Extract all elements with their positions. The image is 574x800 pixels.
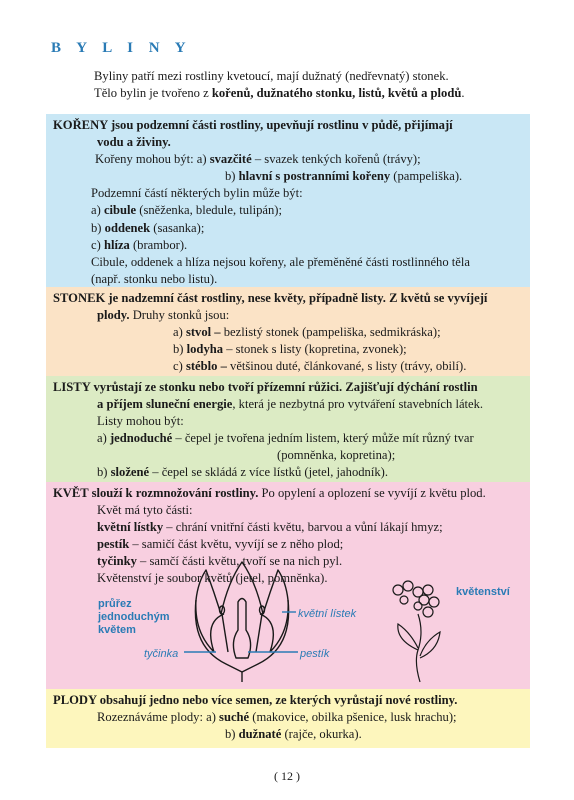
intro-line: Byliny patří mezi rostliny kvetoucí, mají dužnatý (nedřevnatý) stonek. bbox=[94, 69, 449, 83]
text-bold: hlíza bbox=[103, 237, 130, 252]
text: Kořeny mohou být: a) bbox=[95, 152, 210, 167]
text-bold: tyčinky bbox=[97, 554, 137, 569]
list-item bbox=[53, 324, 523, 341]
page-title: B Y L I N Y bbox=[51, 40, 192, 56]
list-item bbox=[53, 358, 523, 375]
text-bold: složené bbox=[110, 465, 150, 480]
text-bold: a příjem sluneční energie bbox=[97, 397, 233, 412]
list-item: (pomněnka, kopretina); bbox=[277, 448, 396, 463]
text: – svazek tenkých kořenů (trávy); bbox=[251, 152, 421, 167]
text: bezlistý stonek (pampeliška, sedmikráska); bbox=[220, 325, 441, 340]
list-item bbox=[53, 430, 523, 447]
text: (sněženka, bledule, tulipán); bbox=[136, 203, 282, 218]
text: a) bbox=[91, 203, 104, 218]
text: – chrání vnitřní části květu, barvou a vůní lákají hmyz; bbox=[163, 520, 443, 535]
text-bold: hlavní s postranními kořeny bbox=[238, 169, 391, 184]
roots-types bbox=[53, 168, 523, 185]
text-bold: cibule bbox=[103, 203, 137, 218]
text-bold: jednoduché bbox=[109, 431, 173, 446]
leaves-section bbox=[46, 376, 530, 482]
leaves-heading bbox=[53, 379, 523, 396]
roots-types bbox=[53, 151, 523, 168]
list-item bbox=[53, 237, 523, 254]
pistil-label: pestík bbox=[300, 648, 330, 660]
text: b) bbox=[173, 342, 187, 357]
text: – samičí část květu, vyvíjí se z něho plod; bbox=[129, 537, 344, 552]
text: Druhy stonků jsou: bbox=[129, 308, 230, 323]
text-bold: vodu a živiny. bbox=[97, 135, 171, 150]
roots-heading bbox=[53, 117, 523, 134]
text-bold: lodyha bbox=[186, 342, 224, 357]
text: – samčí části květu, tvoří se na nich pyl. bbox=[136, 554, 343, 569]
text: (pampeliška). bbox=[390, 169, 463, 184]
list-item bbox=[53, 464, 523, 481]
text-bold: pestík bbox=[97, 537, 130, 552]
list-item bbox=[53, 726, 523, 743]
text: . bbox=[461, 86, 465, 100]
text: – stonek s listy (kopretina, zvonek); bbox=[223, 342, 407, 357]
text: (sasanka); bbox=[150, 220, 205, 235]
text: a) bbox=[173, 325, 186, 340]
text: Tělo bylin je tvořeno z bbox=[94, 86, 212, 100]
roots-under: Podzemní částí některých bylin může být: bbox=[91, 186, 303, 201]
text: (brambor). bbox=[129, 237, 188, 252]
text: b) bbox=[225, 169, 239, 184]
leaves-can: Listy mohou být: bbox=[97, 414, 184, 429]
intro-line bbox=[94, 85, 465, 102]
stamen-label: tyčinka bbox=[144, 648, 179, 660]
cross-section-label bbox=[98, 598, 170, 637]
list-item bbox=[53, 202, 523, 219]
roots-note: (např. stonku nebo listu). bbox=[91, 271, 218, 286]
text-bold: KVĚT slouží k rozmnožování rostliny. bbox=[53, 486, 259, 500]
text: Po opylení a oplození se vyvíjí z květu plod. bbox=[258, 486, 486, 500]
text: – čepel se skládá z více lístků (jetel, jahodník). bbox=[149, 465, 388, 480]
text-bold: KOŘENY jsou podzemní části rostliny, upevňují rostlinu v půdě, přijímají bbox=[53, 118, 453, 132]
flower-inflorescence: Květenství je soubor květů (jetel, pomněnka). bbox=[97, 571, 328, 586]
flower-section bbox=[46, 482, 530, 689]
roots-heading bbox=[53, 134, 523, 151]
text: květem bbox=[98, 624, 136, 636]
text: , která je nezbytná pro vytváření stavebních látek. bbox=[232, 397, 484, 412]
text-bold: plody. bbox=[97, 308, 130, 323]
stem-section bbox=[46, 287, 530, 376]
stem-heading bbox=[53, 290, 523, 307]
text-bold: LISTY vyrůstají ze stonku nebo tvoří přízemní růžici. Zajišťují dýchání rostlin bbox=[53, 380, 478, 394]
text: a) bbox=[97, 431, 110, 446]
list-item bbox=[53, 341, 523, 358]
text: b) bbox=[225, 727, 239, 742]
text-bold: stvol – bbox=[185, 325, 221, 340]
text: průřez bbox=[98, 598, 132, 610]
list-item bbox=[53, 220, 523, 237]
text-bold: suché bbox=[219, 710, 250, 725]
intro bbox=[94, 68, 465, 102]
text: c) bbox=[173, 359, 186, 374]
text-bold: svazčité bbox=[209, 152, 252, 167]
roots-note: Cibule, oddenek a hlíza nejsou kořeny, ale přeměněné části rostlinného těla bbox=[91, 254, 470, 269]
leaves-heading bbox=[53, 396, 523, 413]
text: b) bbox=[97, 465, 111, 480]
text-bold: oddenek bbox=[104, 220, 151, 235]
text-bold: dužnaté bbox=[238, 727, 282, 742]
text: jednoduchým bbox=[98, 611, 170, 623]
text-bold: STONEK je nadzemní část rostliny, nese květy, případně listy. Z květů se vyvíjejí bbox=[53, 291, 488, 305]
text: Rozeznáváme plody: a) bbox=[97, 710, 220, 725]
fruit-section bbox=[46, 689, 530, 748]
text: b) bbox=[91, 220, 105, 235]
text: – čepel je tvořena jedním listem, který může mít různý tvar bbox=[172, 431, 474, 446]
text: c) bbox=[91, 237, 104, 252]
fruit-heading bbox=[53, 692, 523, 709]
roots-section bbox=[46, 114, 530, 287]
stem-heading bbox=[53, 307, 523, 324]
flower-parts: Květ má tyto části: bbox=[97, 503, 193, 518]
list-item bbox=[53, 709, 523, 726]
text: (makovice, obilka pšenice, lusk hrachu); bbox=[249, 710, 457, 725]
page-number: ( 12 ) bbox=[274, 769, 300, 783]
text: většinou duté, článkované, s listy (trávy, obilí). bbox=[226, 359, 467, 374]
text-bold: PLODY obsahují jedno nebo více semen, ze kterých vyrůstají nové rostliny. bbox=[53, 693, 458, 707]
petal-label: květní lístek bbox=[298, 608, 357, 620]
text-bold: kořenů, dužnatého stonku, listů, květů a plodů bbox=[211, 86, 462, 100]
inflorescence-label: květenství bbox=[456, 586, 510, 598]
text-bold: květní lístky bbox=[97, 520, 164, 535]
text: (rajče, okurka). bbox=[281, 727, 362, 742]
text-bold: stéblo – bbox=[185, 359, 227, 374]
